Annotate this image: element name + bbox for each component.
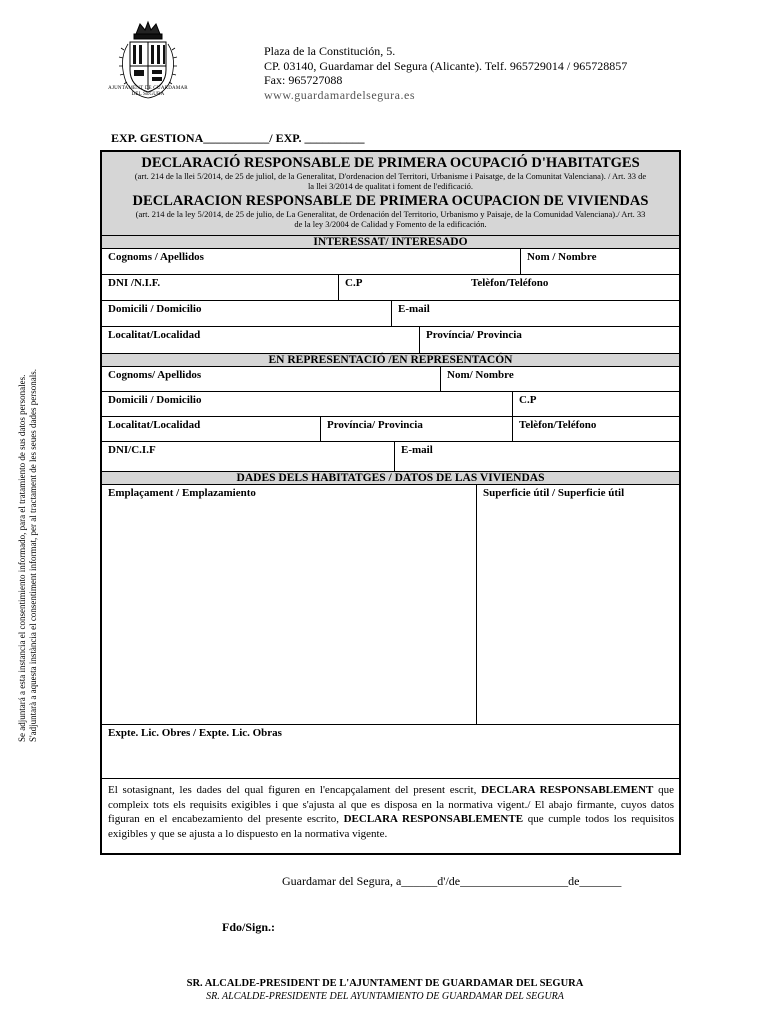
- rep-field-surnames[interactable]: Cognoms/ Apellidos: [108, 369, 202, 381]
- row-interessat-ids: [102, 275, 679, 301]
- rep-field-locality[interactable]: Localitat/Localidad: [108, 419, 201, 431]
- field-license[interactable]: Expte. Lic. Obres / Expte. Lic. Obras: [108, 727, 282, 739]
- row-rep-dni: [102, 442, 679, 471]
- rep-field-name[interactable]: Nom/ Nombre: [440, 367, 679, 391]
- rep-field-dni[interactable]: DNI/C.I.F: [108, 444, 156, 456]
- form-title-valencian: DECLARACIÓ RESPONSABLE DE PRIMERA OCUPACIÓ D'HABITATGES: [141, 155, 640, 171]
- row-interessat-names: [102, 249, 679, 275]
- consent-line-val: S'adjuntarà a aquesta instància el consentiment informat, per al tractament de les seues dades personals.: [28, 369, 38, 742]
- address-line-1: Plaza de la Constitución, 5.: [264, 44, 396, 58]
- field-name[interactable]: Nom / Nombre: [520, 249, 679, 274]
- declaration-bold-2: DECLARA RESPONSABLEMENTE: [343, 813, 524, 825]
- website-link[interactable]: www.guardamardelsegura.es: [264, 87, 415, 102]
- consent-line-es: Se adjuntará a esta instancia el consentimiento informado, para el tratamiento de sus datos personales.: [17, 374, 27, 742]
- field-locality[interactable]: Localitat/Localidad: [108, 329, 201, 341]
- footer-addressee-spanish: SR. ALCALDE-PRESIDENTE DEL AYUNTAMIENTO DE GUARDAMAR DEL SEGURA: [206, 991, 564, 1002]
- declaration-form: [100, 150, 681, 855]
- rep-field-cp[interactable]: C.P: [512, 392, 679, 416]
- field-dni[interactable]: DNI /N.I.F.: [108, 277, 161, 289]
- row-rep-names: [102, 367, 679, 392]
- address-line-2: CP. 03140, Guardamar del Segura (Alicante). Telf. 965729014 / 965728857: [264, 58, 628, 73]
- footer-addressee-valencian: SR. ALCALDE-PRESIDENT DE L'AJUNTAMENT DE GUARDAMAR DEL SEGURA: [186, 978, 584, 989]
- crest-caption: AJUNTAMENT DE GUARDAMAR DEL SEGURA: [108, 86, 188, 97]
- form-header: [102, 152, 679, 237]
- declaration-text: [108, 783, 674, 841]
- field-phone[interactable]: Telèfon/Teléfono: [471, 277, 549, 289]
- row-license: [102, 725, 679, 779]
- row-rep-locality: [102, 417, 679, 442]
- rep-field-address[interactable]: Domicili / Domicilio: [108, 394, 202, 406]
- row-interessat-address: [102, 301, 679, 327]
- field-cp[interactable]: C.P: [338, 275, 465, 300]
- signature-label: Fdo/Sign.:: [222, 920, 276, 934]
- form-title-spanish: DECLARACION RESPONSABLE DE PRIMERA OCUPACION DE VIVIENDAS: [132, 193, 649, 209]
- field-location[interactable]: Emplaçament / Emplazamiento: [108, 487, 256, 499]
- section-representacio: EN REPRESENTACIÓ /EN REPRESENTACÓN: [102, 353, 679, 367]
- rep-field-email[interactable]: E-mail: [394, 442, 679, 471]
- declaration-part-1: El sotasignant, les dades del qual figuren en l'encapçalament del present escrit,: [108, 784, 482, 796]
- consent-side-text: [17, 322, 39, 742]
- row-habitatges: [102, 485, 679, 725]
- place-date-line: Guardamar del Segura, a______d'/de__________________de_______: [282, 874, 622, 888]
- exp-reference-line: EXP. GESTIONA___________/ EXP. __________: [111, 131, 365, 145]
- field-address[interactable]: Domicili / Domicilio: [108, 303, 202, 315]
- rep-field-province[interactable]: Província/ Provincia: [320, 417, 512, 441]
- field-email[interactable]: E-mail: [391, 301, 679, 326]
- form-subtitle-valencian: (art. 214 de la llei 5/2014, de 25 de juliol, de la Generalitat, D'ordenacion del Territori, Urbanisme i Paisatge, de la Comunitat Valenciana). / Art. 33 de la llei 3/2014 de qualitat i foment de l'edificació.: [134, 171, 647, 191]
- row-rep-address: [102, 392, 679, 417]
- row-interessat-locality: [102, 327, 679, 353]
- field-surnames[interactable]: Cognoms / Apellidos: [108, 251, 204, 263]
- field-surface[interactable]: Superficie útil / Superficie útil: [476, 485, 679, 724]
- address-block: [264, 44, 627, 102]
- form-subtitle-spanish: (art. 214 de la ley 5/2014, de 25 de julio, de La Generalitat, de Ordenación del Territorio, Urbanismo y Paisaje, de la Comunidad Valenciana)./ Art. 33 de la ley 3/2004 de Calidad y Fomento de la edificación.: [135, 209, 646, 229]
- field-province[interactable]: Província/ Provincia: [419, 327, 679, 353]
- declaration-bold-1: DECLARA RESPONSABLEMENT: [481, 784, 654, 796]
- section-habitatges: DADES DELS HABITATGES / DATOS DE LAS VIVIENDAS: [102, 471, 679, 485]
- rep-field-phone[interactable]: Telèfon/Teléfono: [512, 417, 679, 441]
- declaration-part-3: que cumple todos los requisitos exigibles y que se ajusta a lo dispuesto en la normativa vigente.: [108, 813, 674, 840]
- declaration-part-2: que compleix tots els requisits exigibles i que s'ajusta al que es disposa en la normativa vigent./ El abajo firmante, cuyos datos figuran en el encabezamiento del presente escrito,: [108, 784, 675, 825]
- section-interessat: INTERESSAT/ INTERESADO: [102, 235, 679, 249]
- address-line-3: Fax: 965727088: [264, 73, 343, 87]
